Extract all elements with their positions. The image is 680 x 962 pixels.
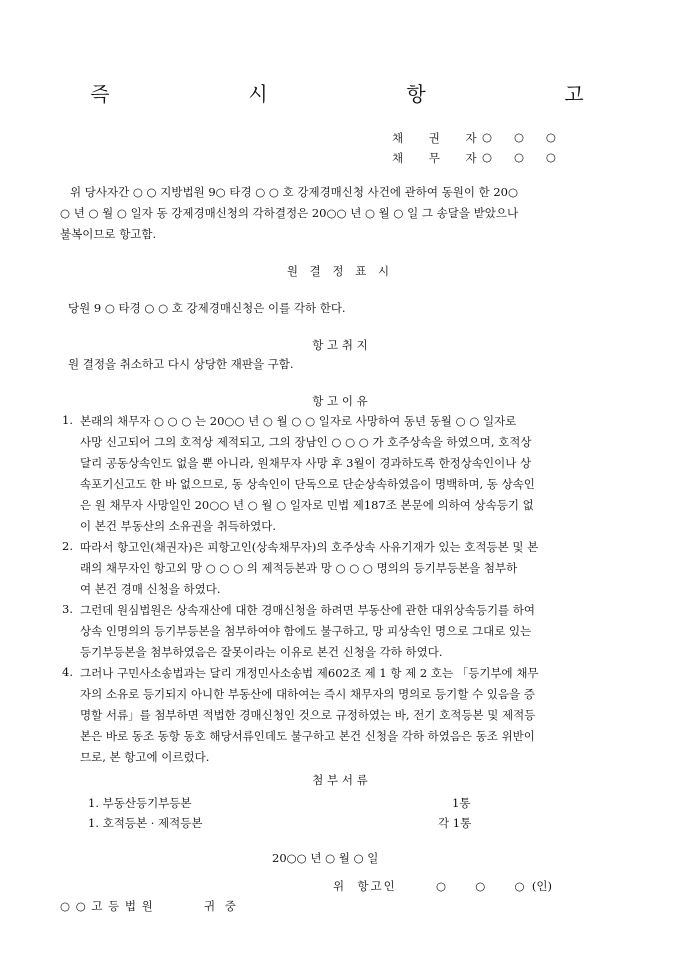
reason-1-line-1: 본래의 채무자 ○ ○ ○ 는 20○○ 년 ○ 월 ○ ○ 일자로 사망하여 동년 동월 ○ ○ 일자로: [80, 414, 517, 428]
appellant-value: ○ ○ ○ (인): [436, 879, 552, 893]
reason-1-line-5: 은 원 채무자 사망일인 20○○ 년 ○ 월 ○ 일자로 민법 제187조 본문에 의하여 상속등기 없: [80, 498, 534, 512]
creditor-label: 채 권 자: [392, 131, 488, 145]
court-suffix: 귀 중: [204, 899, 239, 913]
appeal-reasons-heading: 항 고 이 유: [312, 394, 368, 408]
attachments-heading: 첨 부 서 류: [312, 773, 368, 787]
filing-date: 20○○ 년 ○ 월 ○ 일: [272, 851, 379, 865]
reason-2-line-2: 래의 채무자인 항고외 망 ○ ○ ○ 의 제적등본과 망 ○ ○ ○ 명의의 등기부등본을 첨부하: [80, 561, 518, 575]
document-title: 즉 시 항 고: [90, 82, 626, 106]
reason-3-line-3: 등기부등본을 첨부하였음은 잘못이라는 이유로 본건 신청을 각하 하였다.: [80, 645, 443, 659]
creditor-value: ○ ○ ○: [482, 130, 556, 144]
original-decision-text: 당원 9 ○ 타경 ○ ○ 호 강제경매신청은 이를 각하 한다.: [68, 301, 346, 315]
reason-4-line-3: 명할 서류」를 첨부하면 적법한 경매신청인 것으로 규정하였는 바, 전기 호적등본 및 제적등: [80, 708, 536, 722]
reason-4-line-2: 자의 소유로 등기되지 아니한 부동산에 대하여는 즉시 채무자의 명의로 등기할 수 있음을 증: [80, 687, 535, 701]
appellant-label: 위 항고인: [333, 879, 397, 893]
reason-4-line-4: 본은 바로 동조 동항 동호 해당서류인데도 불구하고 본건 신청을 각하 하였음은 동조 위반이: [80, 729, 535, 743]
debtor-label: 채 무 자: [392, 151, 488, 165]
debtor-value: ○ ○ ○: [482, 150, 556, 164]
attachment-1-count: 1통: [452, 796, 471, 810]
attachment-2-count: 각 1통: [438, 816, 472, 830]
appeal-purpose-heading: 항 고 취 지: [312, 338, 368, 352]
original-decision-heading: 원 결 정 표 시: [286, 264, 394, 278]
reason-1-number: 1.: [62, 413, 73, 427]
reason-1-line-4: 속포기신고도 한 바 없으므로, 동 상속인이 단독으로 단순상속하였음이 명백하며, 동 상속인: [80, 477, 535, 491]
reason-4-line-5: 므로, 본 항고에 이르렀다.: [80, 750, 210, 764]
reason-2-line-1: 따라서 항고인(채권자)은 피항고인(상속채무자)의 호주상속 사유기재가 있는 호적등본 및 본: [80, 540, 539, 554]
reason-2-number: 2.: [62, 539, 73, 553]
intro-line-2: ○ 년 ○ 월 ○ 일자 동 강제경매신청의 각하결정은 20○○ 년 ○ 월 ○ 일 그 송달을 받았으나: [60, 206, 519, 220]
reason-1-line-2: 사망 신고되어 그의 호적상 제적되고, 그의 장남인 ○ ○ ○ 가 호주상속을 하였으며, 호적상: [80, 435, 532, 449]
reason-1-line-3: 달리 공동상속인도 없을 뿐 아니라, 원채무자 사망 후 3월이 경과하도록 한정상속인이나 상: [80, 456, 532, 470]
appeal-purpose-text: 원 결정을 취소하고 다시 상당한 재판을 구함.: [68, 357, 294, 371]
court-name: ○ ○ 고 등 법 원: [60, 899, 154, 913]
reason-1-line-6: 이 본건 부동산의 소유권을 취득하였다.: [80, 519, 277, 533]
reason-3-number: 3.: [62, 602, 73, 616]
attachment-2-name: 1. 호적등본 · 제적등본: [88, 816, 203, 830]
intro-line-3: 불복이므로 항고함.: [60, 227, 157, 241]
reason-2-line-3: 여 본건 경매 신청을 하였다.: [80, 582, 221, 596]
reason-4-number: 4.: [62, 665, 73, 679]
intro-line-1: 위 당사자간 ○ ○ 지방법원 9○ 타경 ○ ○ 호 강제경매신청 사건에 관하여 동원이 한 20○: [70, 185, 519, 199]
reason-4-line-1: 그러나 구민사소송법과는 달리 개정민사소송법 제602조 제 1 항 제 2 호는 「등기부에 채무: [80, 666, 539, 680]
reason-3-line-2: 상속 인명의의 등기부등본을 첨부하여야 함에도 불구하고, 망 피상속인 명으로 그대로 있는: [80, 624, 532, 638]
attachment-1-name: 1. 부동산등기부등본: [88, 796, 192, 810]
reason-3-line-1: 그런데 원심법원은 상속재산에 대한 경매신청을 하려면 부동산에 관한 대위상속등기를 하여: [80, 603, 536, 617]
